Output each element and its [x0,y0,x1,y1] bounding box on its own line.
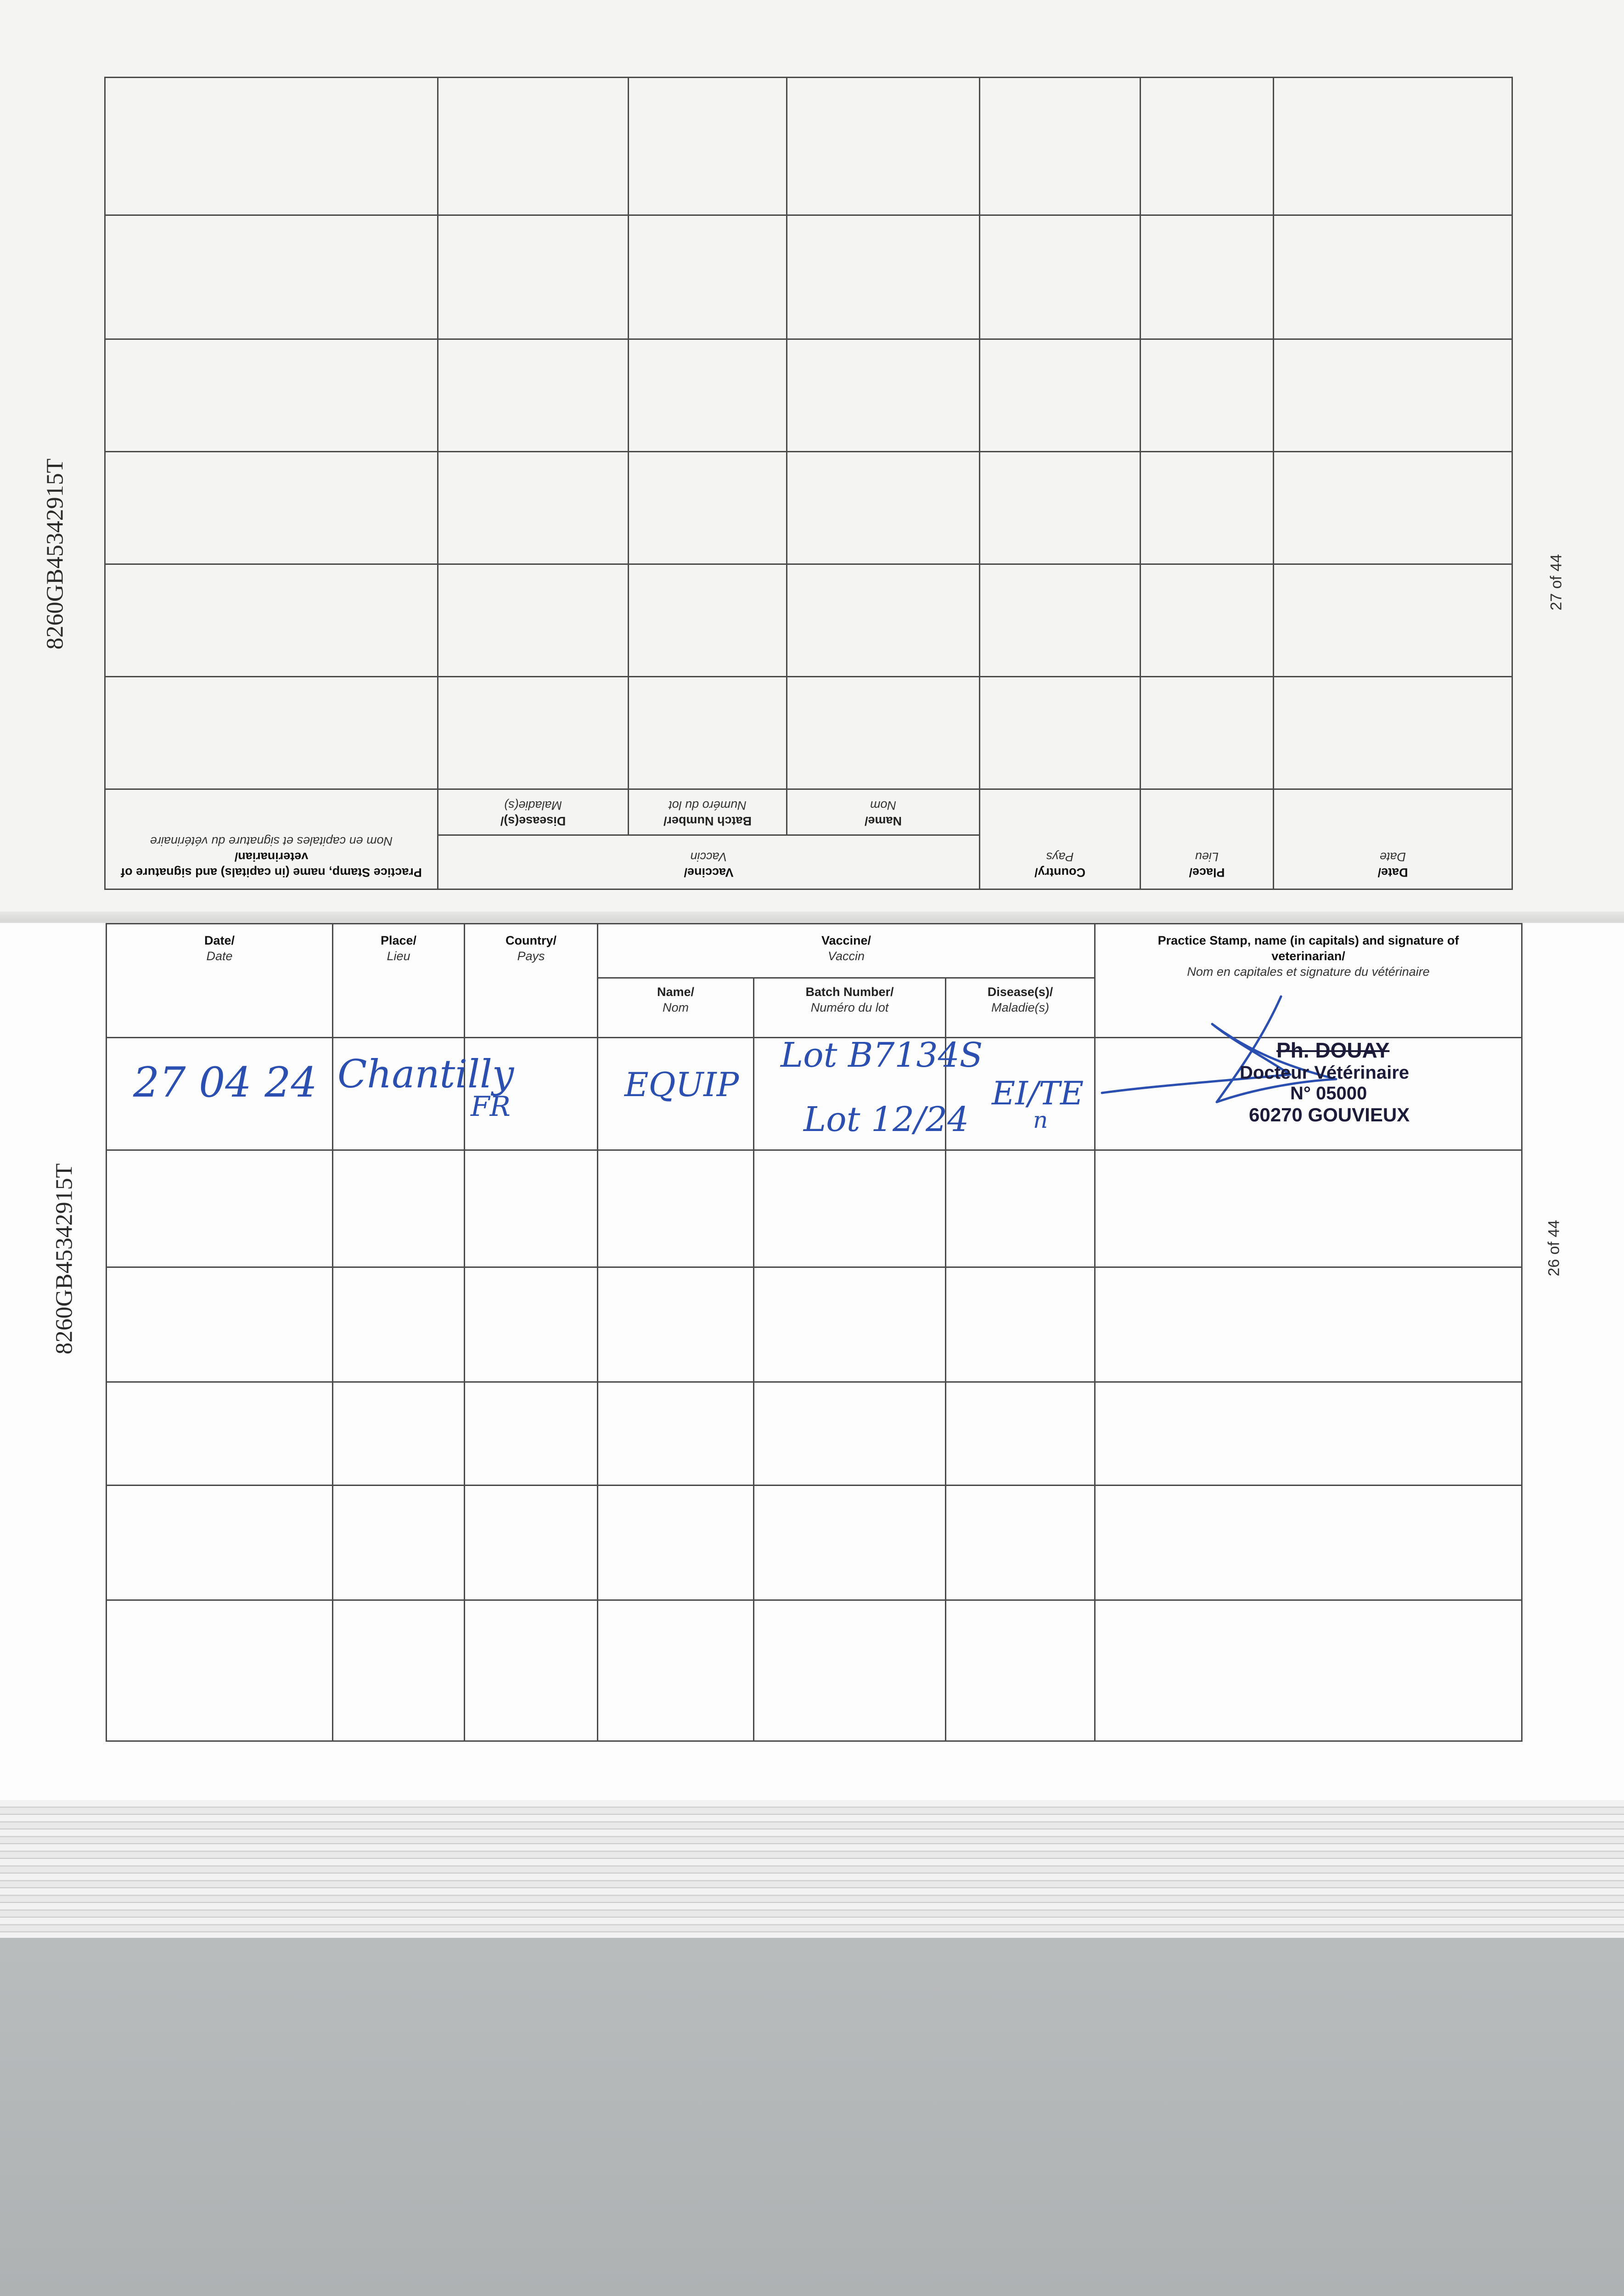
header-disease: Disease(s)/ Maladie(s) [946,978,1095,1038]
scanner-background [0,1938,1624,2296]
table-row [105,677,1512,789]
header-date: Date/ Date [107,924,333,1038]
header-country: Country/ Pays [465,924,598,1038]
page-number-bottom: 26 of 44 [1545,1220,1563,1277]
handwritten-date: 27 04 24 [133,1058,317,1107]
handwritten-disease-2: n [1033,1107,1048,1133]
page-number-top: 27 of 44 [1547,554,1565,611]
header-stamp: Practice Stamp, name (in capitals) and signature of veterinarian/ Nom en capitales et signature du vétérinaire [105,789,438,889]
handwritten-place: Chantilly [337,1052,514,1097]
page-edges [0,1800,1624,1938]
header-name: Name/ Nom [598,978,754,1038]
handwritten-batch-1: Lot B7134S [781,1035,983,1075]
table-row [105,452,1512,564]
header-date: Date/ Date [1274,789,1512,889]
handwritten-country: FR [471,1091,511,1123]
handwritten-disease-1: EI/TE [992,1075,1084,1112]
table-row [105,215,1512,339]
practice-stamp [1240,1038,1455,1126]
header-stamp: Practice Stamp, name (in capitals) and signature of veterinarian/ Nom en capitales et signature du vétérinaire [1095,924,1522,1038]
table-row [107,1150,1522,1267]
header-batch: Batch Number/ Numéro du lot [629,789,787,835]
header-country: Country/ Pays [980,789,1141,889]
handwritten-vaccine-name: EQUIP [624,1065,739,1104]
header-name: Name/ Nom [787,789,980,835]
header-vaccine: Vaccine/ Vaccin [438,835,980,889]
stamp-line-address: 60270 GOUVIEUX [1249,1104,1410,1125]
table-row [107,1600,1522,1741]
header-place: Place/ Lieu [333,924,465,1038]
table-row [105,78,1512,215]
table-row [105,339,1512,452]
stamp-line-number: N° 05000 [1290,1083,1367,1103]
stamp-line-name: Ph. DOUAY [1276,1038,1390,1062]
table-row [107,1382,1522,1486]
header-place: Place/ Lieu [1141,789,1274,889]
header-disease: Disease(s)/ Maladie(s) [438,789,629,835]
passport-code-top: 8260GB45342915T [42,458,68,650]
header-batch: Batch Number/ Numéro du lot [754,978,946,1038]
handwritten-batch-2: Lot 12/24 [804,1100,969,1139]
table-row [105,564,1512,677]
header-vaccine: Vaccine/ Vaccin [598,924,1095,978]
table-row [107,1267,1522,1382]
stamp-line-title: Docteur Vétérinaire [1240,1063,1410,1083]
top-vaccination-table [106,77,1513,890]
table-row [107,1486,1522,1600]
passport-code-bottom: 8260GB45342915T [51,1163,78,1355]
